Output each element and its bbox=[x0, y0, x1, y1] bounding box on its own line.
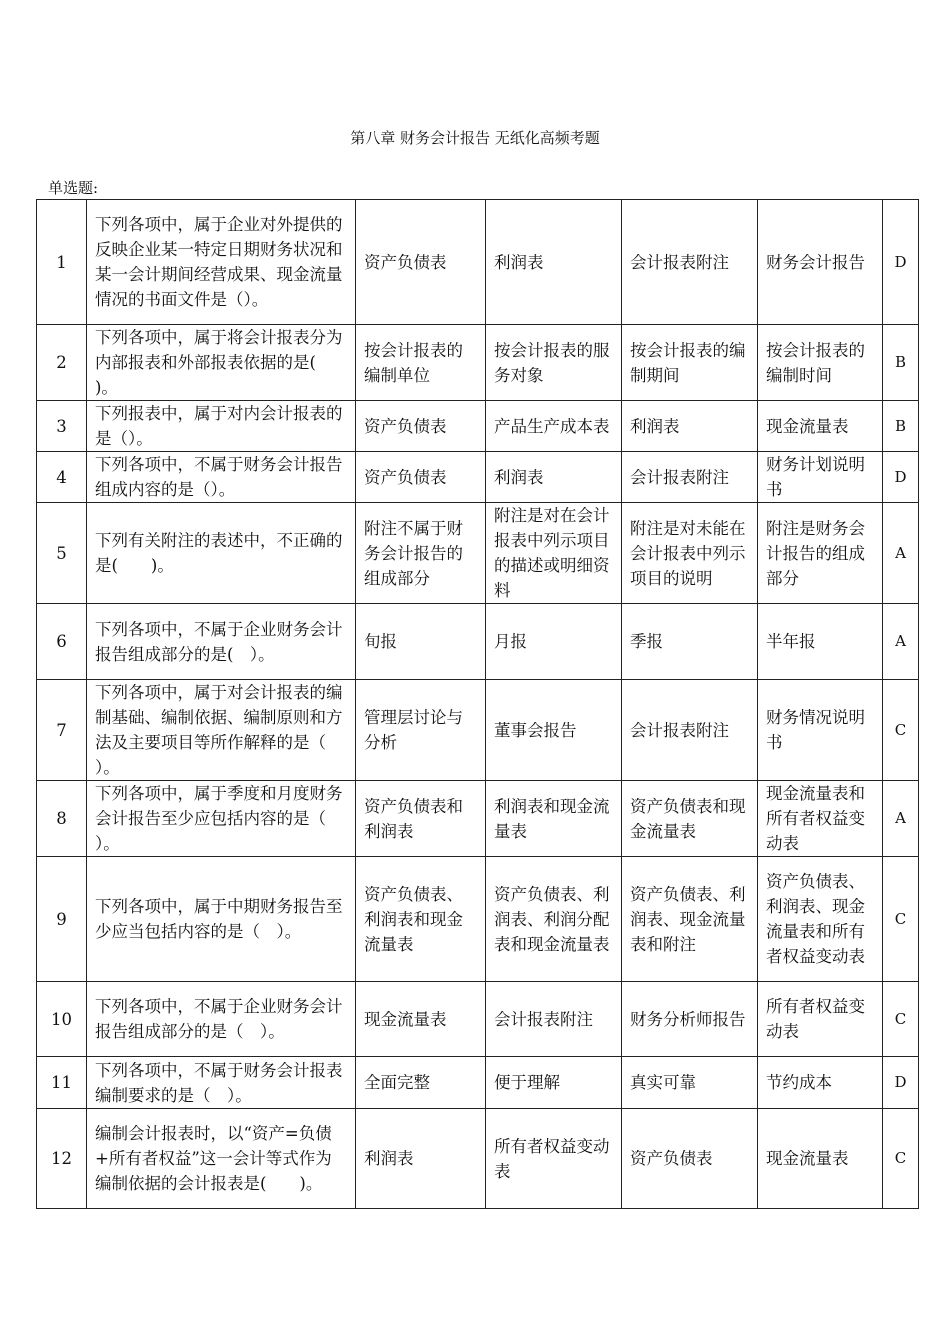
option-c: 资产负债表 bbox=[622, 1109, 758, 1209]
option-b: 资产负债表、利润表、利润分配表和现金流量表 bbox=[486, 857, 622, 982]
question-number: 7 bbox=[37, 680, 87, 781]
option-b: 按会计报表的服务对象 bbox=[486, 325, 622, 401]
option-c: 财务分析师报告 bbox=[622, 982, 758, 1057]
question-text: 下列有关附注的表述中，不正确的是( )。 bbox=[87, 503, 356, 604]
question-number: 4 bbox=[37, 452, 87, 503]
option-b: 便于理解 bbox=[486, 1057, 622, 1109]
question-number: 9 bbox=[37, 857, 87, 982]
question-number: 11 bbox=[37, 1057, 87, 1109]
option-a: 资产负债表 bbox=[356, 200, 486, 325]
option-c: 资产负债表、利润表、现金流量表和附注 bbox=[622, 857, 758, 982]
option-d: 现金流量表和所有者权益变动表 bbox=[758, 781, 883, 857]
option-a: 现金流量表 bbox=[356, 982, 486, 1057]
question-number: 10 bbox=[37, 982, 87, 1057]
option-c: 会计报表附注 bbox=[622, 200, 758, 325]
option-b: 利润表 bbox=[486, 200, 622, 325]
question-number: 12 bbox=[37, 1109, 87, 1209]
option-d: 现金流量表 bbox=[758, 1109, 883, 1209]
answer: C bbox=[883, 680, 919, 781]
answer: A bbox=[883, 503, 919, 604]
question-text: 下列各项中，属于企业对外提供的反映企业某一特定日期财务状况和某一会计期间经营成果、现金流量情况的书面文件是（）。 bbox=[87, 200, 356, 325]
option-d: 财务计划说明书 bbox=[758, 452, 883, 503]
question-text: 下列各项中，不属于财务会计报表编制要求的是（ ）。 bbox=[87, 1057, 356, 1109]
table-row bbox=[37, 325, 919, 401]
question-number: 8 bbox=[37, 781, 87, 857]
page-title: 第八章 财务会计报告 无纸化高频考题 bbox=[350, 129, 600, 147]
table-row bbox=[37, 982, 919, 1057]
option-a: 资产负债表和利润表 bbox=[356, 781, 486, 857]
table-row bbox=[37, 200, 919, 325]
option-c: 季报 bbox=[622, 604, 758, 680]
question-number: 6 bbox=[37, 604, 87, 680]
option-a: 资产负债表 bbox=[356, 452, 486, 503]
option-d: 节约成本 bbox=[758, 1057, 883, 1109]
question-text: 下列各项中，属于季度和月度财务会计报告至少应包括内容的是（ ）。 bbox=[87, 781, 356, 857]
option-c: 会计报表附注 bbox=[622, 680, 758, 781]
option-a: 旬报 bbox=[356, 604, 486, 680]
question-text: 编制会计报表时，以“资产=负债+所有者权益”这一会计等式作为编制依据的会计报表是( )。 bbox=[87, 1109, 356, 1209]
question-text: 下列各项中，不属于企业财务会计报告组成部分的是（ ）。 bbox=[87, 982, 356, 1057]
answer: A bbox=[883, 781, 919, 857]
option-d: 按会计报表的编制时间 bbox=[758, 325, 883, 401]
question-text: 下列各项中，不属于企业财务会计报告组成部分的是( ）。 bbox=[87, 604, 356, 680]
question-text: 下列报表中，属于对内会计报表的是（）。 bbox=[87, 401, 356, 452]
question-text: 下列各项中，属于将会计报表分为内部报表和外部报表依据的是( )。 bbox=[87, 325, 356, 401]
table-row bbox=[37, 781, 919, 857]
option-b: 会计报表附注 bbox=[486, 982, 622, 1057]
table-row bbox=[37, 1109, 919, 1209]
option-d: 财务会计报告 bbox=[758, 200, 883, 325]
option-c: 利润表 bbox=[622, 401, 758, 452]
option-a: 管理层讨论与分析 bbox=[356, 680, 486, 781]
option-b: 月报 bbox=[486, 604, 622, 680]
option-c: 附注是对未能在会计报表中列示项目的说明 bbox=[622, 503, 758, 604]
option-a: 利润表 bbox=[356, 1109, 486, 1209]
section-heading: 单选题: bbox=[48, 179, 99, 197]
answer: D bbox=[883, 452, 919, 503]
question-table bbox=[36, 199, 919, 1209]
option-d: 附注是财务会计报告的组成部分 bbox=[758, 503, 883, 604]
option-b: 所有者权益变动表 bbox=[486, 1109, 622, 1209]
option-d: 财务情况说明书 bbox=[758, 680, 883, 781]
table-row bbox=[37, 680, 919, 781]
table-row bbox=[37, 503, 919, 604]
option-d: 半年报 bbox=[758, 604, 883, 680]
option-c: 资产负债表和现金流量表 bbox=[622, 781, 758, 857]
option-a: 全面完整 bbox=[356, 1057, 486, 1109]
option-a: 资产负债表、利润表和现金流量表 bbox=[356, 857, 486, 982]
table-row bbox=[37, 401, 919, 452]
answer: C bbox=[883, 1109, 919, 1209]
answer: B bbox=[883, 325, 919, 401]
question-text: 下列各项中，属于对会计报表的编制基础、编制依据、编制原则和方法及主要项目等所作解释的是（ ）。 bbox=[87, 680, 356, 781]
table-row bbox=[37, 604, 919, 680]
option-c: 会计报表附注 bbox=[622, 452, 758, 503]
question-number: 2 bbox=[37, 325, 87, 401]
option-b: 产品生产成本表 bbox=[486, 401, 622, 452]
option-b: 利润表和现金流量表 bbox=[486, 781, 622, 857]
option-b: 附注是对在会计报表中列示项目的描述或明细资料 bbox=[486, 503, 622, 604]
option-d: 现金流量表 bbox=[758, 401, 883, 452]
option-a: 资产负债表 bbox=[356, 401, 486, 452]
question-number: 3 bbox=[37, 401, 87, 452]
question-text: 下列各项中，属于中期财务报告至少应当包括内容的是（ ）。 bbox=[87, 857, 356, 982]
answer: D bbox=[883, 1057, 919, 1109]
question-number: 5 bbox=[37, 503, 87, 604]
option-a: 按会计报表的编制单位 bbox=[356, 325, 486, 401]
option-b: 董事会报告 bbox=[486, 680, 622, 781]
answer: C bbox=[883, 857, 919, 982]
option-b: 利润表 bbox=[486, 452, 622, 503]
table-row bbox=[37, 1057, 919, 1109]
answer: B bbox=[883, 401, 919, 452]
answer: C bbox=[883, 982, 919, 1057]
option-c: 按会计报表的编制期间 bbox=[622, 325, 758, 401]
option-c: 真实可靠 bbox=[622, 1057, 758, 1109]
question-text: 下列各项中，不属于财务会计报告组成内容的是（）。 bbox=[87, 452, 356, 503]
answer: A bbox=[883, 604, 919, 680]
option-d: 资产负债表、利润表、现金流量表和所有者权益变动表 bbox=[758, 857, 883, 982]
question-number: 1 bbox=[37, 200, 87, 325]
answer: D bbox=[883, 200, 919, 325]
option-a: 附注不属于财务会计报告的组成部分 bbox=[356, 503, 486, 604]
table-row bbox=[37, 857, 919, 982]
option-d: 所有者权益变动表 bbox=[758, 982, 883, 1057]
table-row bbox=[37, 452, 919, 503]
